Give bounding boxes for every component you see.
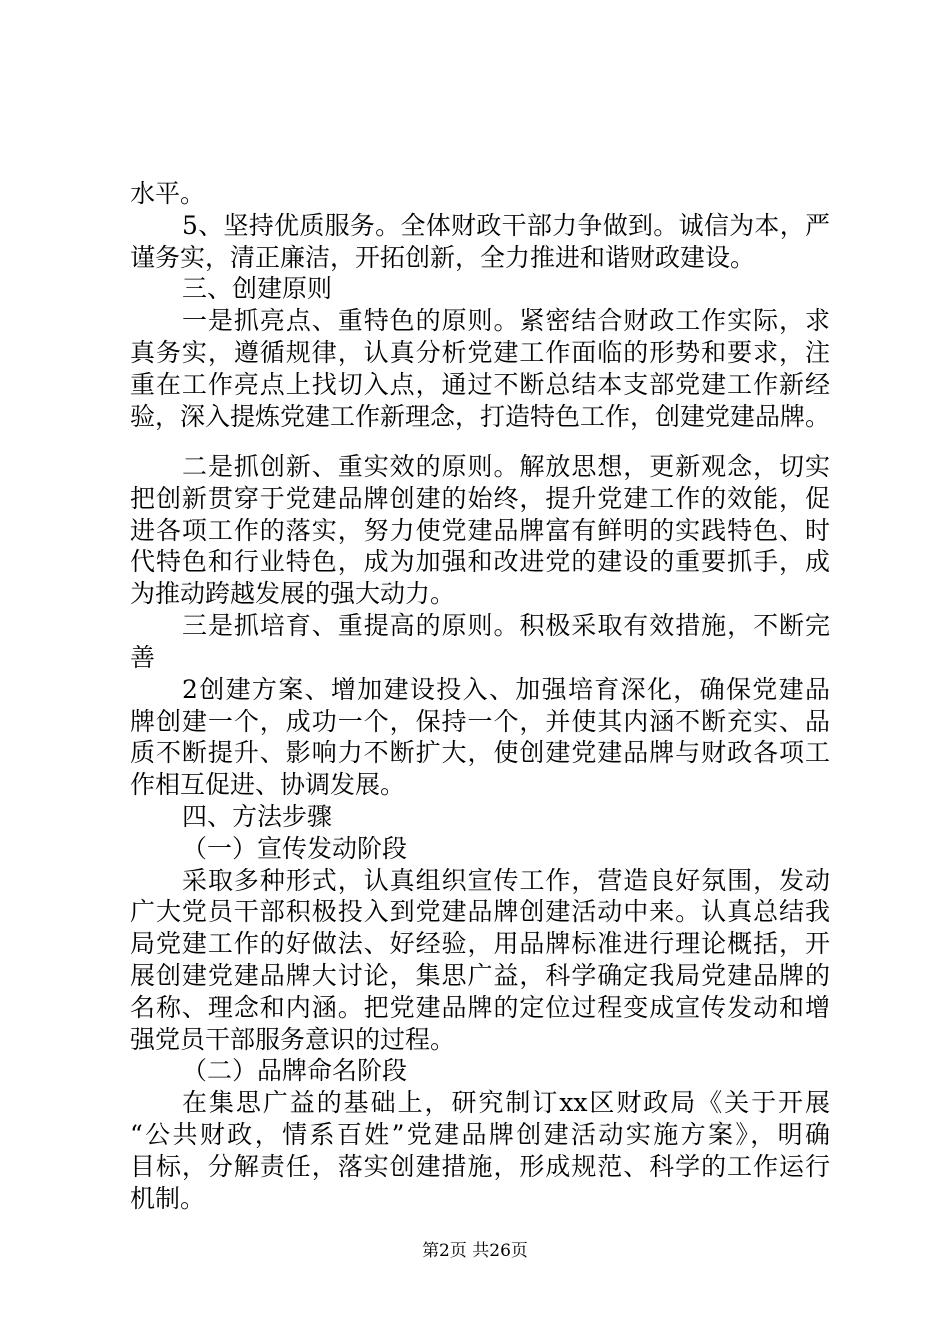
text-line: 广大党员干部积极投入到党建品牌创建活动中来。认真总结我 [130,897,830,926]
text-line: 名称、理念和内涵。把党建品牌的定位过程变成宣传发动和增 [130,993,830,1022]
text-line: 真务实，遵循规律，认真分析党建工作面临的形势和要求，注 [130,338,830,367]
text-line: 为推动跨越发展的强大动力。 [130,579,456,608]
text-line: 验，深入提炼党建工作新理念，打造特色工作，创建党建品牌。 [130,402,831,431]
text-line: 机制。 [130,1184,206,1213]
section-heading: 三、创建原则 [182,274,333,303]
text-line: 谨务实，清正廉洁，开拓创新，全力推进和谐财政建设。 [130,243,756,272]
text-line: 把创新贯穿于党建品牌创建的始终，提升党建工作的效能，促 [130,484,830,513]
text-line: 进各项工作的落实，努力使党建品牌富有鲜明的实践特色、时 [130,516,830,545]
text-line: 2创建方案、增加建设投入、加强培育深化，确保党建品 [182,675,830,704]
text-line: 在集思广益的基础上，研究制订xx区财政局《关于开展 [182,1088,830,1117]
text-line: 采取多种形式，认真组织宣传工作，营造良好氛围，发动 [182,866,830,895]
page-footer: 第2页 共26页 [422,1241,528,1261]
text-line: 作相互促进、协调发展。 [130,770,406,799]
text-line: 展创建党建品牌大讨论，集思广益，科学确定我局党建品牌的 [130,961,830,990]
subsection-heading: （二）品牌命名阶段 [182,1056,408,1085]
text-line: 强党员干部服务意识的过程。 [130,1025,456,1054]
text-line: 5、坚持优质服务。全体财政干部力争做到。诚信为本，严 [182,211,830,240]
text-line: 二是抓创新、重实效的原则。解放思想，更新观念，切实 [182,452,830,481]
text-line: “公共财政，情系百姓”党建品牌创建活动实施方案》，明确 [130,1120,830,1149]
text-line: 代特色和行业特色，成为加强和改进党的建设的重要抓手，成 [130,547,830,576]
text-line: 三是抓培育、重提高的原则。积极采取有效措施，不断完 [182,611,830,640]
text-line: 牌创建一个，成功一个，保持一个，并使其内涵不断充实、品 [130,707,830,736]
text-line: 目标，分解责任，落实创建措施，形成规范、科学的工作运行 [130,1152,830,1181]
text-line: 重在工作亮点上找切入点，通过不断总结本支部党建工作新经 [130,370,830,399]
text-line: 水平。 [130,179,206,208]
text-line: 善 [130,643,156,672]
subsection-heading: （一）宣传发动阶段 [182,834,408,863]
text-line: 质不断提升、影响力不断扩大，使创建党建品牌与财政各项工 [130,738,830,767]
text-line: 一是抓亮点、重特色的原则。紧密结合财政工作实际，求 [182,306,830,335]
text-line: 局党建工作的好做法、好经验，用品牌标准进行理论概括，开 [130,929,830,958]
section-heading: 四、方法步骤 [182,802,333,831]
